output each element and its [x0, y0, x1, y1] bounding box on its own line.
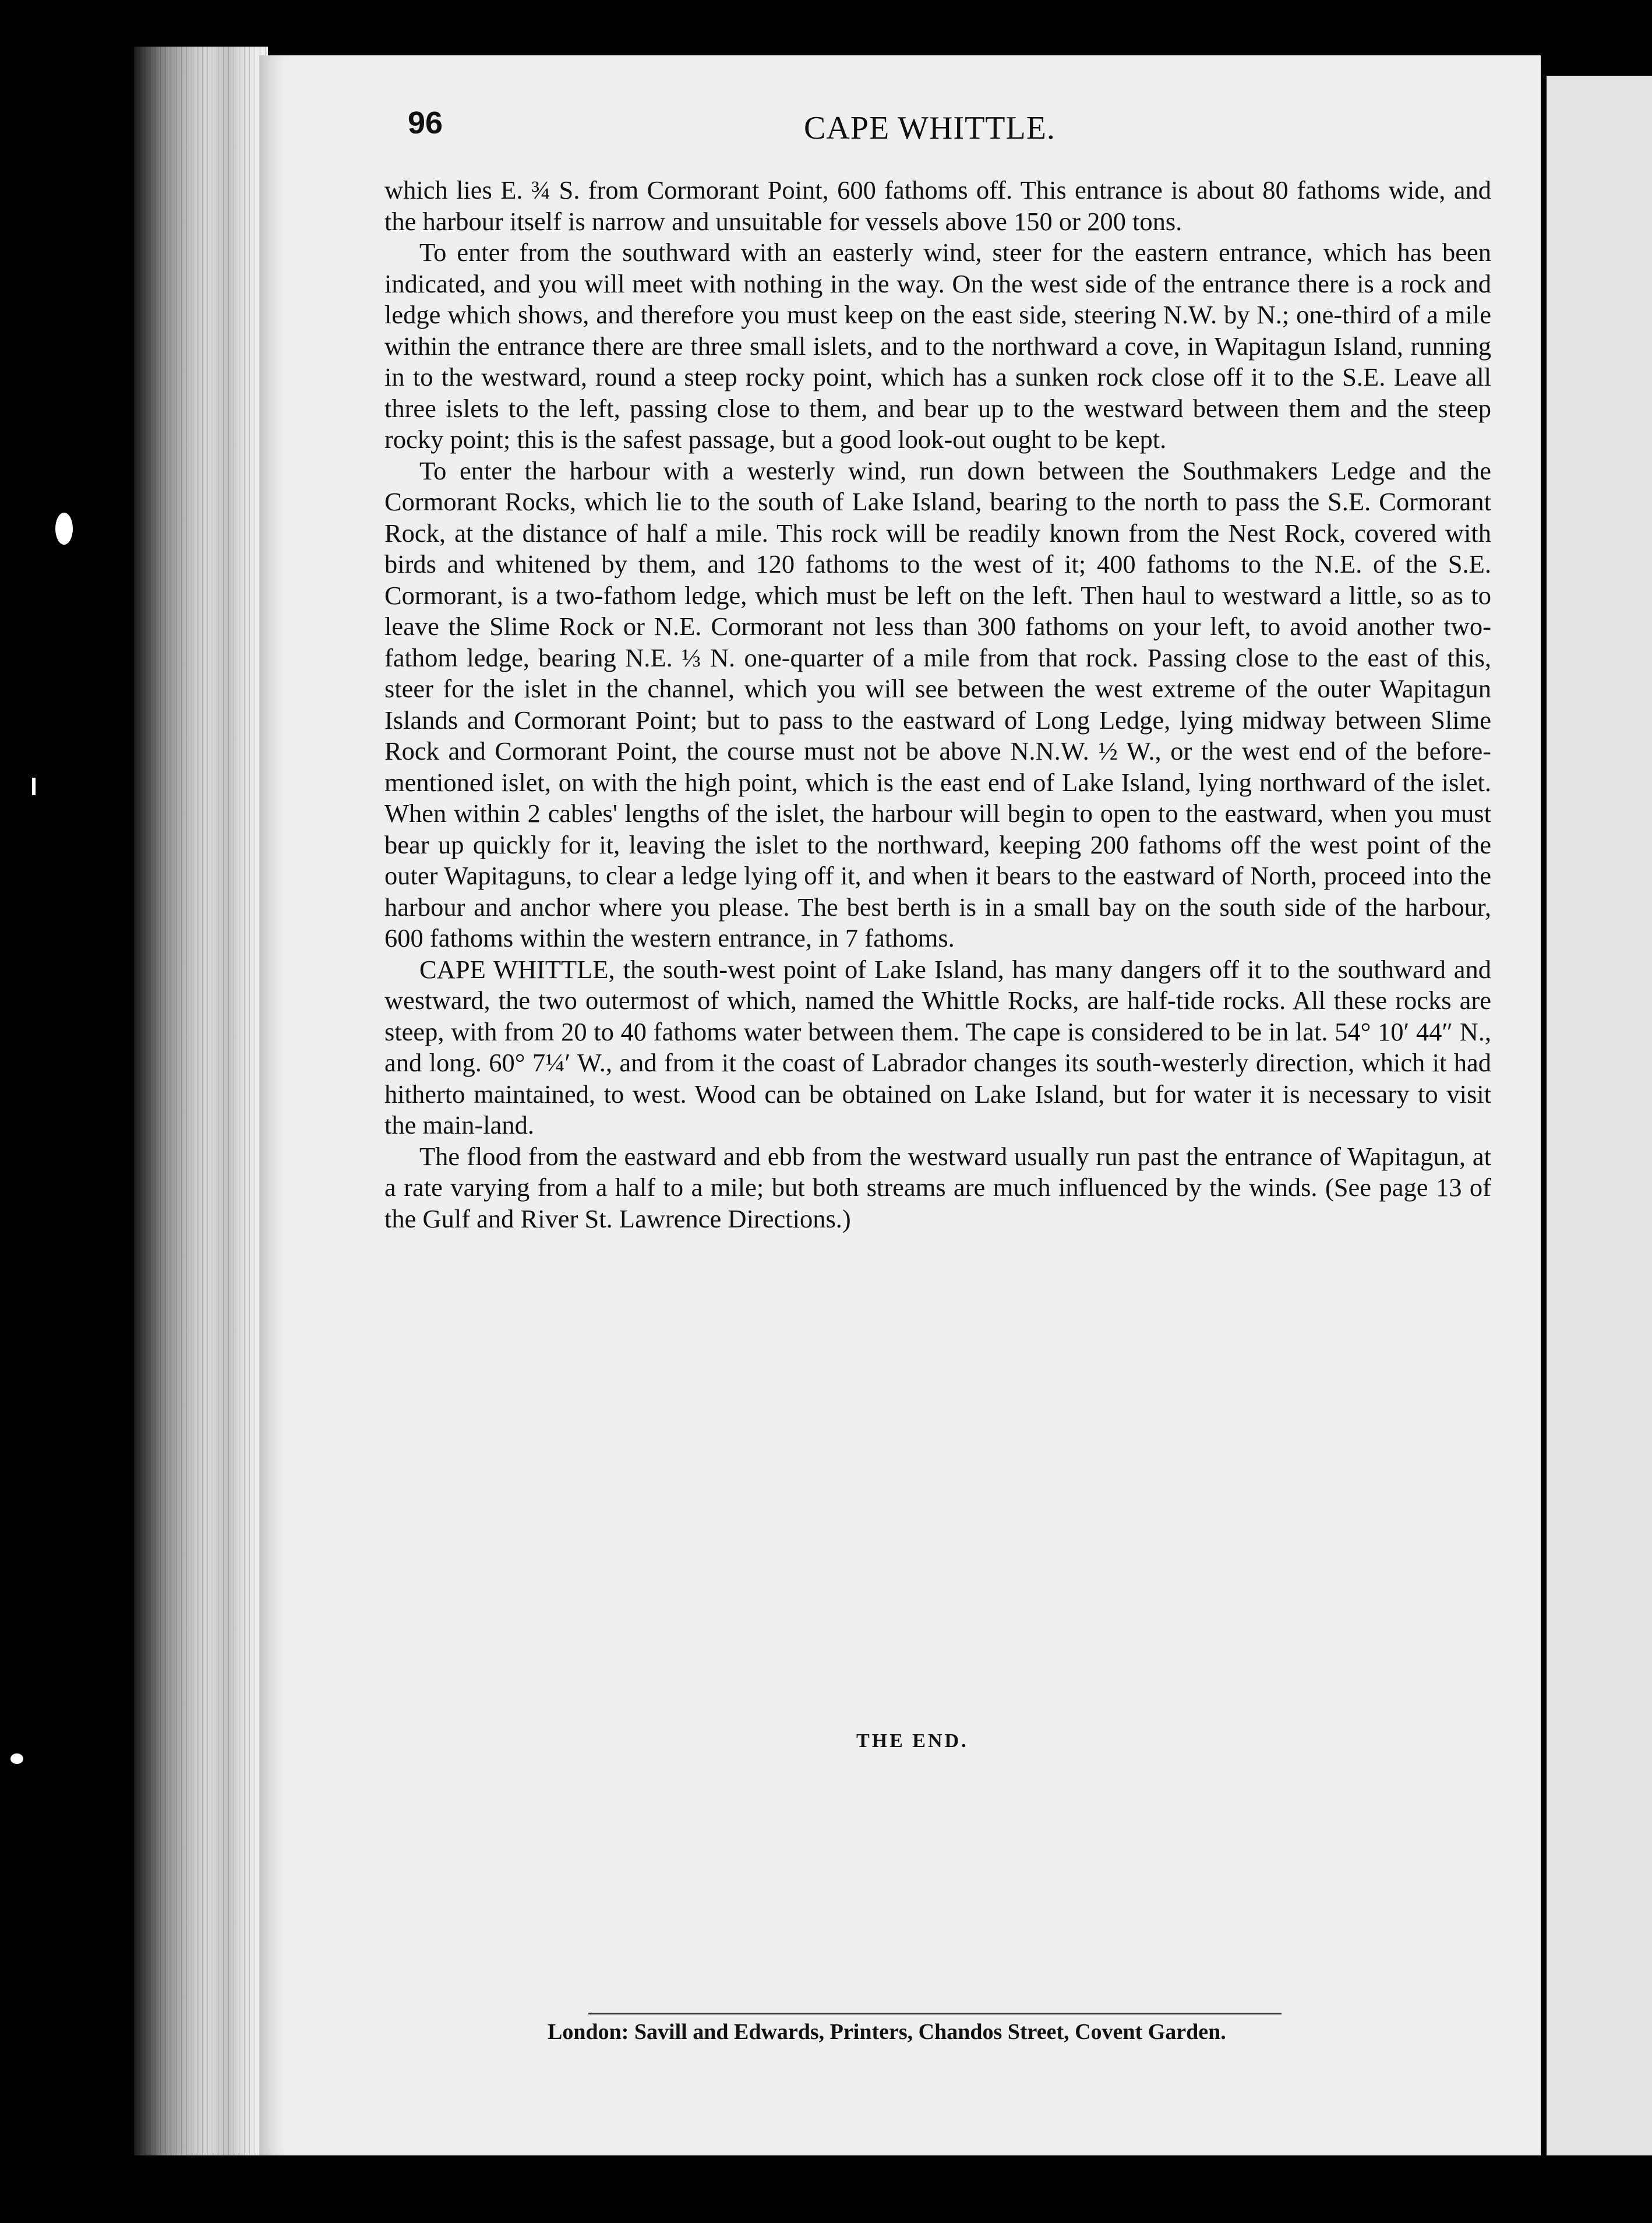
page-header	[408, 105, 1503, 157]
facing-page-edge	[1547, 76, 1652, 2155]
the-end-heading: THE END.	[856, 1730, 969, 1752]
printer-imprint: London: Savill and Edwards, Printers, Chandos Street, Covent Garden.	[548, 2020, 1226, 2044]
paragraph: The flood from the eastward and ebb from the westward usually run past the entrance of Wapitagun, at a rate varying from a half to a mile; but both streams are much influenced by the winds. (See page 13 of the Gulf and River St. Lawrence Directions.)	[384, 1141, 1491, 1233]
paragraph: CAPE WHITTLE, the south-west point of Lake Island, has many dangers off it to the southward and westward, the two outermost of which, named the Whittle Rocks, are half-tide rocks. All these rocks are steep, with from 20 to 40 fathoms water between them. The cape is considered to be in lat. 54° 10′ 44″ N., and long. 60° 7¼′ W., and from it the coast of Labrador changes its south-westerly direction, which it had hitherto maintained, to west. Wood can be obtained on Lake Island, but for water it is necessary to visit the main-land.	[384, 954, 1491, 1139]
running-title: CAPE WHITTLE.	[804, 110, 1056, 146]
paragraph: To enter from the southward with an easterly wind, steer for the eastern entrance, which has been indicated, and you will meet with nothing in the way. On the west side of the entrance there is a rock and ledge which shows, and therefore you must keep on the east side, steering N.W. by N.; one-third of a mile within the entrance there are three small islets, and to the northward a cove, in Wapitagun Island, running in to the westward, round a steep rocky point, which has a sunken rock close off it to the S.E. Leave all three islets to the left, passing close to them, and bear up to the westward between them and the steep rocky point; this is the safest passage, but a good look-out ought to be kept.	[384, 238, 1491, 454]
scan-speck	[32, 778, 36, 795]
paragraph: To enter the harbour with a westerly wind, run down between the Southmakers Ledge and the Cormorant Rocks, which lie to the south of Lake Island, bearing to the north to pass the S.E. Cormorant Rock, at the distance of half a mile. This rock will be readily known from the Nest Rock, covered with birds and whitened by them, and 120 fathoms to the west of it; 400 fathoms to the N.E. of the S.E. Cormorant, is a two-fathom ledge, which must be left on the left. Then haul to westward a little, so as to leave the Slime Rock or N.E. Cormorant not less than 300 fathoms on your left, to avoid another two-fathom ledge, bearing N.E. ⅓ N. one-quarter of a mile from that rock. Passing close to the east of this, steer for the islet in the channel, which you will see between the west extreme of the outer Wapitagun Islands and Cormorant Point; but to pass to the eastward of Long Ledge, lying midway between Slime Rock and Cormorant Point, the course must not be above N.N.W. ½ W., or the west end of the before-mentioned islet, on with the high point, which is the east end of Lake Island, lying northward of the islet. When within 2 cables' lengths of the islet, the harbour will begin to open to the eastward, when you must bear up quickly for it, leaving the islet to the northward, keeping 200 fathoms off the west point of the outer Wapitaguns, to clear a ledge lying off it, and when it bears to the eastward of North, proceed into the harbour and anchor where you please. The best berth is in a small bay on the south side of the harbour, 600 fathoms within the western entrance, in 7 fathoms.	[384, 456, 1491, 952]
page-stack-lines	[134, 47, 268, 2155]
body-text	[384, 175, 1491, 1234]
scan-speck	[10, 1753, 23, 1764]
page-number: 96	[408, 105, 443, 140]
scan-speck	[55, 513, 73, 545]
page-stack-edge	[134, 47, 268, 2155]
paragraph: which lies E. ¾ S. from Cormorant Point, 600 fathoms off. This entrance is about 80 fathoms wide, and the harbour itself is narrow and unsuitable for vessels above 150 or 200 tons.	[384, 175, 1491, 236]
imprint-rule	[588, 2013, 1282, 2014]
